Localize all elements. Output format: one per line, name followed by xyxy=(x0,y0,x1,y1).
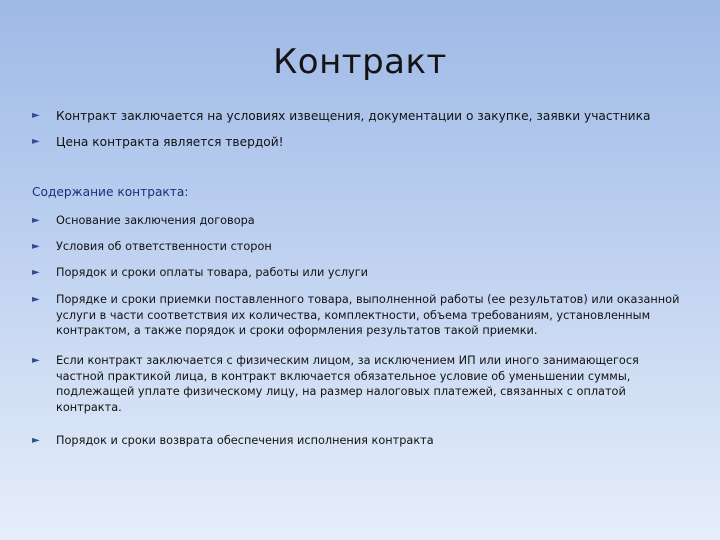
bullet-arrow-icon: ► xyxy=(32,267,40,278)
content-bullet-1 xyxy=(32,213,690,229)
content-bullet-text: Порядок и сроки возврата обеспечения исполнения контракта xyxy=(56,434,434,447)
bullet-arrow-icon: ► xyxy=(32,435,40,446)
top-bullet-2 xyxy=(32,134,690,150)
slide-title: Контракт xyxy=(273,42,447,82)
content-bullet-6 xyxy=(32,433,690,449)
top-bullet-text: Контракт заключается на условиях извещения, документации о закупке, заявки участника xyxy=(56,109,651,123)
top-bullet-text: Цена контракта является твердой! xyxy=(56,135,284,149)
content-bullet-text: Порядок и сроки оплаты товара, работы или услуги xyxy=(56,266,369,279)
section-heading: Содержание контракта: xyxy=(32,185,189,199)
content-bullet-text: Если контракт заключается с физическим лицом, за исключением ИП или иного занимающегося частной практикой лица, в контракт включается обязательное условие об уменьшении суммы, подлежащей уплате физическому лицу, на размер налоговых платежей, связанных с оплатой контракта. xyxy=(56,354,639,414)
bullet-arrow-icon: ► xyxy=(32,294,40,305)
content-bullet-4 xyxy=(32,292,690,339)
content-bullet-text: Условия об ответственности сторон xyxy=(56,240,272,253)
content-bullet-2 xyxy=(32,239,690,255)
content-bullet-text: Основание заключения договора xyxy=(56,214,255,227)
top-bullet-1 xyxy=(32,108,690,124)
content-bullet-text: Порядке и сроки приемки поставленного товара, выполненной работы (ее результатов) или оказанной услуги в части соответствия их количества, комплектности, объема требованиям, установленным контрактом, а также порядок и сроки оформления результатов такой приемки. xyxy=(56,293,680,337)
content-bullet-3 xyxy=(32,265,690,281)
bullet-arrow-icon: ► xyxy=(32,241,40,252)
bullet-arrow-icon: ► xyxy=(32,110,40,121)
content-bullet-5 xyxy=(32,353,690,415)
bullet-arrow-icon: ► xyxy=(32,136,40,147)
bullet-arrow-icon: ► xyxy=(32,355,40,366)
bullet-arrow-icon: ► xyxy=(32,215,40,226)
